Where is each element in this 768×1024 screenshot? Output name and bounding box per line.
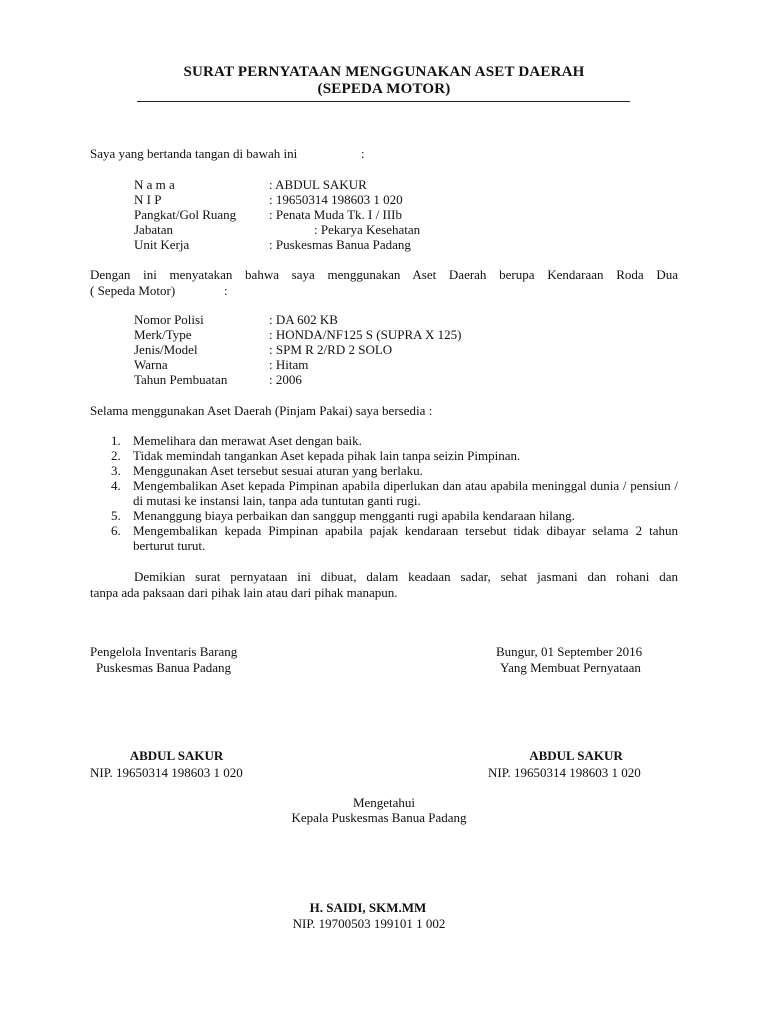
document-title: SURAT PERNYATAAN MENGGUNAKAN ASET DAERAH (183, 64, 585, 80)
vehicle-label: Tahun Pembuatan (134, 372, 228, 387)
identity-value: : ABDUL SAKUR (269, 177, 367, 192)
identity-label: Pangkat/Gol Ruang (134, 207, 237, 222)
statement-line: ( Sepeda Motor) (90, 283, 176, 298)
commitment-item (90, 478, 678, 508)
identity-value: : Puskesmas Banua Padang (269, 237, 411, 252)
intro-colon: : (361, 146, 365, 161)
right-signer-name: ABDUL SAKUR (529, 748, 623, 763)
commitment-item (90, 508, 678, 523)
vehicle-value: : HONDA/NF125 S (SUPRA X 125) (269, 327, 462, 342)
closing-line: Demikian surat pernyataan ini dibuat, dalam keadaan sadar, sehat jasmani dan rohani dan (134, 569, 678, 584)
item-text: Tidak memindah tangankan Aset kepada pihak lain tanpa seizin Pimpinan. (133, 448, 521, 463)
item-number: 5. (111, 508, 121, 523)
identity-value: : Pekarya Kesehatan (314, 222, 421, 237)
vehicle-label: Jenis/Model (134, 342, 198, 357)
statement-line: Dengan ini menyatakan bahwa saya menggunakan Aset Daerah berupa Kendaraan Roda Dua (90, 267, 678, 282)
vehicle-value: : 2006 (269, 372, 302, 387)
right-signer-nip: NIP. 19650314 198603 1 020 (488, 765, 641, 780)
identity-value: : Penata Muda Tk. I / IIIb (269, 207, 402, 222)
item-text: Memelihara dan merawat Aset dengan baik. (133, 433, 362, 448)
identity-label: Jabatan (134, 222, 173, 237)
commitment-list (90, 433, 678, 553)
commitment-item (90, 448, 678, 463)
item-text: Mengembalikan Aset kepada Pimpinan apabila diperlukan dan atau apabila meninggal dunia / pensiun / di mutasi ke instansi lain, tanpa ada tuntutan ganti rugi. (133, 478, 678, 508)
document-subtitle: (SEPEDA MOTOR) (317, 81, 451, 97)
commitment-item (90, 523, 678, 553)
item-text: Menggunakan Aset tersebut sesuai aturan yang berlaku. (133, 463, 423, 478)
identity-label: N a m a (134, 177, 175, 192)
left-signer-nip: NIP. 19650314 198603 1 020 (90, 765, 243, 780)
identity-label: Unit Kerja (134, 237, 190, 252)
vehicle-value: : DA 602 KB (269, 312, 338, 327)
approver-name: H. SAIDI, SKM.MM (309, 900, 427, 915)
closing-line: tanpa ada paksaan dari pihak lain atau dari pihak manapun. (90, 585, 398, 600)
item-number: 6. (111, 523, 121, 538)
vehicle-value: : Hitam (269, 357, 309, 372)
vehicle-label: Nomor Polisi (134, 312, 204, 327)
left-role: Pengelola Inventaris Barang (90, 644, 238, 659)
statement-colon: : (224, 283, 228, 298)
approver-nip: NIP. 19700503 199101 1 002 (292, 916, 446, 931)
place-date: Bungur, 01 September 2016 (496, 644, 643, 659)
identity-label: N I P (134, 192, 162, 207)
identity-value: : 19650314 198603 1 020 (269, 192, 403, 207)
approval-label: Mengetahui (352, 795, 416, 810)
left-signer-name: ABDUL SAKUR (129, 748, 224, 763)
approval-title: Kepala Puskesmas Banua Padang (291, 810, 467, 825)
left-unit: Puskesmas Banua Padang (96, 660, 232, 675)
commitment-item (90, 433, 678, 448)
item-text: Menanggung biaya perbaikan dan sanggup mengganti rugi apabila kendaraan hilang. (133, 508, 575, 523)
intro-text: Saya yang bertanda tangan di bawah ini (90, 146, 298, 161)
item-number: 1. (111, 433, 121, 448)
item-number: 2. (111, 448, 121, 463)
commitment-intro: Selama menggunakan Aset Daerah (Pinjam Pakai) saya bersedia : (90, 403, 433, 418)
vehicle-value: : SPM R 2/RD 2 SOLO (269, 342, 393, 357)
item-number: 4. (111, 478, 121, 493)
vehicle-label: Merk/Type (134, 327, 192, 342)
commitment-item (90, 463, 678, 478)
right-role: Yang Membuat Pernyataan (500, 660, 641, 675)
item-text: Mengembalikan kepada Pimpinan apabila pajak kendaraan tersebut tidak dibayar selama 2 tahun berturut turut. (133, 523, 678, 553)
title-underline (137, 101, 630, 102)
vehicle-label: Warna (134, 357, 168, 372)
item-number: 3. (111, 463, 121, 478)
